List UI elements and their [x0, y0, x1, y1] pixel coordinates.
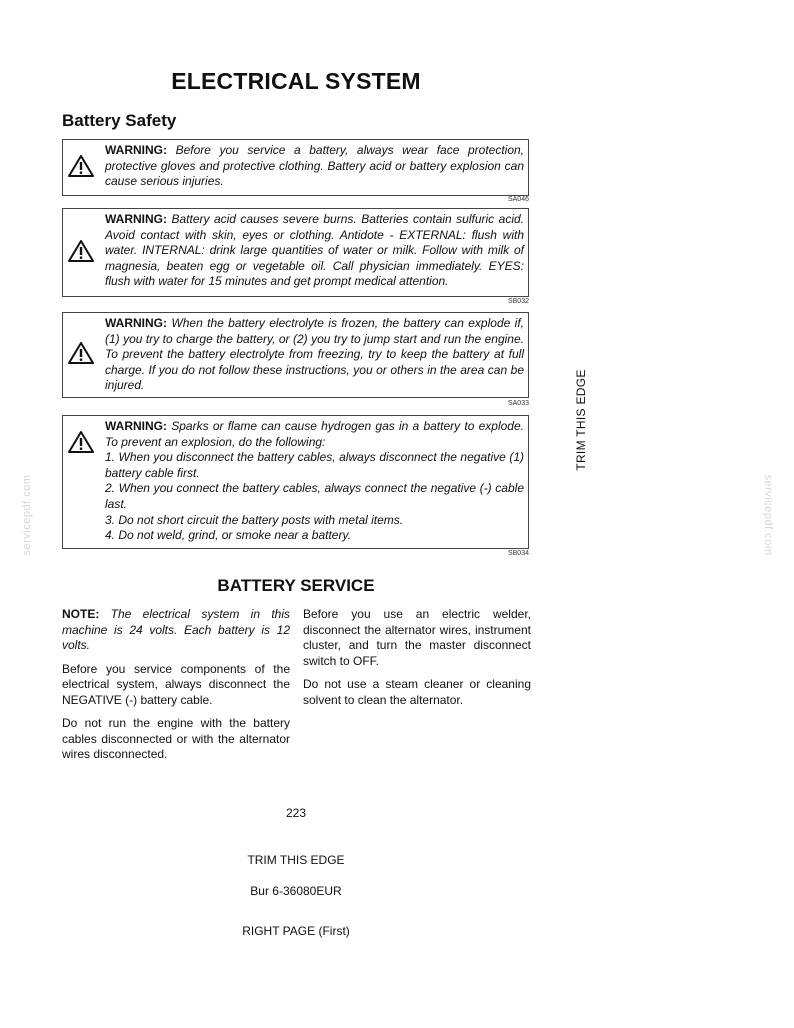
- warning-text: Sparks or flame can cause hydrogen gas in a battery to explode. To prevent an explosion, do the following:: [105, 419, 524, 449]
- warning-step-4: 4. Do not weld, grind, or smoke near a battery.: [105, 528, 351, 543]
- watermark-left: servicepdf.com: [21, 474, 33, 556]
- footer-doc-code: Bur 6-36080EUR: [250, 884, 342, 898]
- warning-label: WARNING:: [105, 419, 167, 433]
- footer-trim: TRIM THIS EDGE: [247, 853, 345, 867]
- warning-step-3: 3. Do not short circuit the battery posts with metal items.: [105, 512, 404, 527]
- warning-step-2: 2. When you connect the battery cables, always connect the negative (-) cable last.: [105, 481, 524, 511]
- warning-box-3: [62, 312, 529, 398]
- paragraph: Before you use an electric welder, disconnect the alternator wires, instrument cluster, and turn the master disconnect switch to OFF.: [303, 607, 531, 668]
- section-heading: Battery Safety: [62, 111, 177, 130]
- paragraph: Before you service components of the electrical system, always disconnect the NEGATIVE (-) battery cable.: [62, 661, 290, 707]
- note-label: NOTE:: [62, 607, 100, 621]
- warning-step-1: 1. When you disconnect the battery cables, always disconnect the negative (1) battery cable first.: [105, 450, 524, 480]
- warning-code: SA033: [507, 400, 529, 407]
- warning-label: WARNING:: [105, 316, 167, 330]
- warning-triangle-icon: [68, 430, 94, 454]
- page-title: ELECTRICAL SYSTEM: [171, 68, 421, 94]
- watermark-right: servicepdf.com: [762, 474, 774, 556]
- warning-box-2: [62, 208, 529, 297]
- note-text: The electrical system in this machine is 24 volts. Each battery is 12 volts.: [62, 607, 290, 652]
- page-number: 223: [285, 806, 307, 820]
- paragraph: Do not run the engine with the battery cables disconnected or with the alternator wires disconnected.: [62, 716, 290, 761]
- trim-edge-label: TRIM THIS EDGE: [574, 369, 588, 471]
- warning-text: When the battery electrolyte is frozen, the battery can explode if, (1) you try to charge the battery, or (2) you try to jump start and run the engine. To prevent the battery electrolyte from freezing, try to keep the battery at full charge. If you do not follow these instructions, you or others in the area can be injured.: [105, 316, 524, 393]
- warning-code: SB034: [507, 550, 529, 557]
- warning-label: WARNING:: [105, 212, 167, 226]
- subheading: BATTERY SERVICE: [217, 576, 375, 595]
- warning-text: Before you service a battery, always wear face protection, protective gloves and protective clothing. Battery acid or battery explosion can cause serious injuries.: [105, 143, 525, 189]
- warning-code: SA046: [507, 196, 529, 203]
- warning-triangle-icon: [68, 154, 94, 178]
- warning-triangle-icon: [68, 239, 94, 263]
- warning-code: SB032: [507, 298, 529, 305]
- warning-box-4: [62, 415, 529, 549]
- note-paragraph: [62, 607, 290, 654]
- warning-box-1: [62, 139, 529, 196]
- paragraph: Do not use a steam cleaner or cleaning solvent to clean the alternator.: [303, 677, 531, 707]
- left-column: [62, 607, 290, 771]
- footer-page-label: RIGHT PAGE (First): [242, 924, 350, 938]
- warning-text: Battery acid causes severe burns. Batteries contain sulfuric acid. Avoid contact with skin, eyes or clothing. Antidote - EXTERNAL: flush with water. INTERNAL: drink large quantities of water or milk. Follow with milk of magnesia, beaten egg or vegetable oil. Call physician immediately. EYES: flush with water for 15 minutes and get prompt medical attention.: [105, 212, 524, 289]
- warning-triangle-icon: [68, 341, 94, 365]
- right-column: [303, 607, 531, 716]
- warning-label: WARNING:: [105, 143, 167, 157]
